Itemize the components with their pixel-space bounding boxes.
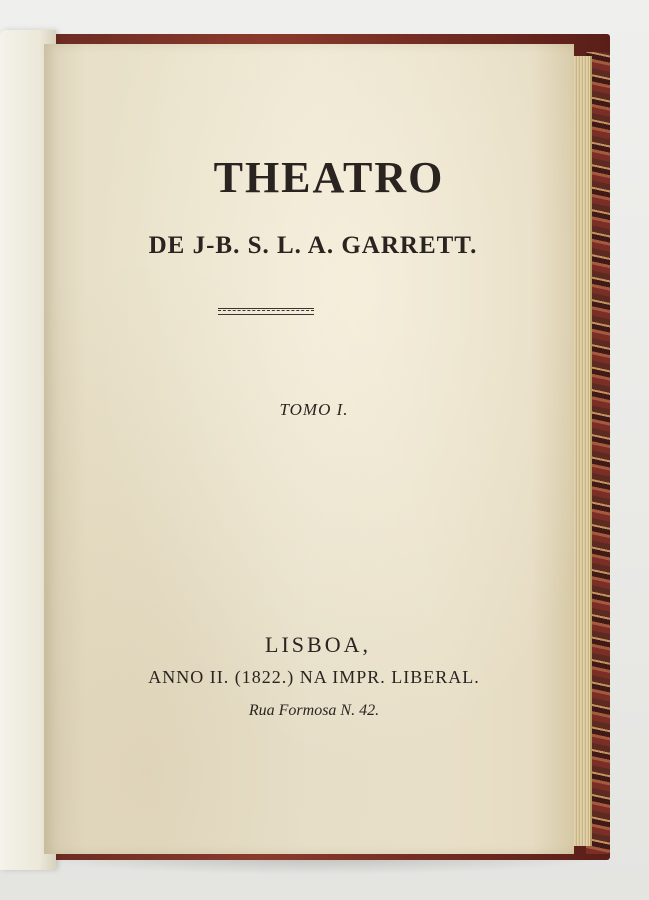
book-author: DE J-B. S. L. A. GARRETT.	[148, 232, 478, 259]
printer-address: Rua Formosa N. 42.	[248, 702, 380, 719]
ornamental-rule	[218, 308, 314, 315]
publication-city: LISBOA,	[265, 632, 371, 657]
volume-label: TOMO I.	[279, 400, 349, 419]
title-page	[44, 44, 574, 854]
book-title: THEATRO	[213, 153, 445, 202]
imprint-line: ANNO II. (1822.) NA IMPR. LIBERAL.	[148, 667, 480, 687]
